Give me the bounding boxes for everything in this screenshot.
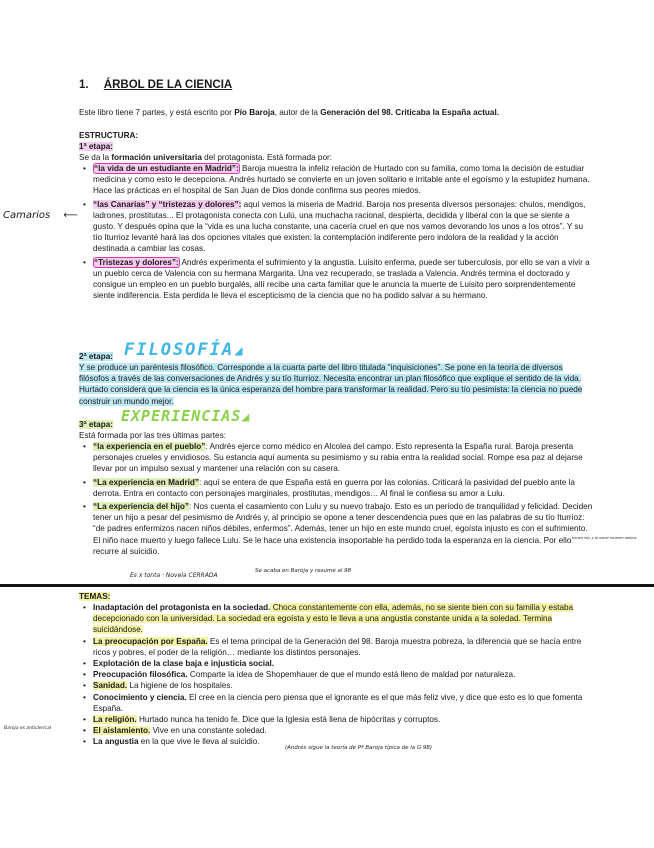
page-title <box>79 79 232 91</box>
item-text: Choca constantemente con ella, además, no se siente bien con su familia y estaba decepcionado con la universidad. La sociedad era egoísta y esto le lleva a una angustia constante unida a la soledad. Termina suicidándose. <box>93 603 574 635</box>
list-item <box>93 669 593 680</box>
list-item <box>93 602 593 636</box>
item-text: Vive en una constante soledad. <box>150 726 267 736</box>
item-title: La angustia <box>93 737 139 747</box>
etapa2-paragraph: Y se produce un paréntesis filosófico. Corresponde a la cuarta parte del libro titulada “inquisiciones”. Se pone en la teoría de diversos filósofos a través de las conversaciones de Andrés y su tío Iturrioz. Necesita encontrar un plan filosófico que explique el sentido de la vida. Hurtado considera que la ciencia es la única esperanza del hombre para transformar la realidad. Pero su tío pesimista: la ciencia no puede construir un mundo mejor. <box>79 363 583 406</box>
hand-note-98: Se acaba en Baroja y resume al 98 <box>255 568 352 574</box>
list-item <box>93 692 593 714</box>
item-title: “la experiencia en el pueblo” <box>93 442 206 451</box>
intro-author: Pío Baroja <box>234 108 275 117</box>
etapa1-intro-b: formación universitaria <box>111 153 202 162</box>
etapa1-list <box>79 163 591 301</box>
hand-note-cerrada: Es x tonta · Novela CERRADA <box>130 572 218 579</box>
item-text: en la que vive le lleva al suicidio. <box>138 737 260 747</box>
item-title: La religión. <box>93 715 137 725</box>
intro-text-2: , autor de la <box>274 108 321 117</box>
etapa1-heading <box>79 141 113 152</box>
section-divider <box>0 584 654 587</box>
item-title: “La experiencia en Madrid” <box>93 477 200 487</box>
filosofia-stamp <box>124 340 245 360</box>
item-text: La higiene de los hospitales. <box>127 681 233 691</box>
inline-note-teoria: (Andrés sigue la teoría de Pª Baroja típica de la G 98) <box>285 745 433 751</box>
etapa2-text <box>79 362 584 407</box>
etapa1-intro-c: del protagonista. Está formada por: <box>201 153 333 162</box>
experiencias-stamp-text: EXPERIENCIAS <box>121 407 242 425</box>
list-item <box>93 725 593 736</box>
item-title: Sanidad. <box>93 681 128 691</box>
etapa2-heading <box>79 351 113 362</box>
list-item <box>93 441 593 475</box>
list-item <box>93 636 593 658</box>
filosofia-stamp-text: FILOSOFÍA <box>124 340 235 360</box>
item-text: aquí vemos la miseria de Madrid. Baroja nos presenta diversos personajes: chulos, mendigos, ladrones, prostitutas... El protagonista conecta con Lulú, una muchacha racional, despierta, decidida y liberal con la que se siente a gusto. Y después opina que la “vida es una lucha constante, una cacería cruel en que nos vamos devorando los unos a los otros”. Y su tío Iturrioz levanté hará las dos opciones vitales que existen: la contemplación indiferente pero indolora de la realidad y la acción destinada a cambiar las cosas. <box>93 199 586 254</box>
item-title: “las Canarias” y “tristezas y dolores”: <box>93 199 242 209</box>
estructura-heading: ESTRUCTURA: <box>79 131 139 140</box>
item-title: Preocupación filosófica. <box>93 670 188 680</box>
arrow-left-icon: ⟵ <box>63 210 78 221</box>
intro-text-1: Este libro tiene 7 partes, y está escrito por <box>79 108 235 117</box>
item-title: Inadaptación del protagonista en la sociedad. <box>93 603 271 612</box>
arrow-down-icon: ◢ <box>234 343 245 359</box>
intro-bold: Generación del 98. Criticaba la España actual. <box>320 108 500 117</box>
list-item <box>93 477 593 499</box>
item-title: “la vida de un estudiante en Madrid”: <box>94 164 239 173</box>
list-item <box>93 199 591 255</box>
etapa3-heading <box>79 419 113 430</box>
list-item <box>93 163 591 197</box>
list-item <box>93 680 593 691</box>
item-title: “La experiencia del hijo” <box>93 502 190 512</box>
temas-heading-text: TEMAS: <box>79 592 111 601</box>
item-text: : aquí se entera de que España está en guerra por las colonias. Criticará la pasividad del pueblo ante la derrota. Entra en contacto con personajes marginales, prostitutas, mendigos… Al final le confiesa su amor a Lulu. <box>93 477 575 498</box>
list-item <box>93 714 593 725</box>
item-text: Andrés experimenta el sufrimiento y la angustia. Luisito enferma, puede ser tuberculosis, por ello se van a vivir a un pueblo cerca de Valencia con su hermana Margarita. Una vez recuperado, se traslada a Valencia. Andrés termina el doctorado y consigue un empleo en un pueblo burgalés, allí recibe una carta familiar que le anuncia la muerte de Luisito pero sorprendentemente siente indiferencia. Esta perdida le lleva el escepticismo de la ciencia que no ha podido salvar a su hermano. <box>93 257 590 301</box>
temas-heading <box>79 591 110 602</box>
etapa3-list <box>79 441 593 557</box>
item-text: Comparte la idea de Shopemhauer de que el mundo está lleno de maldad por naturaleza. <box>187 670 516 680</box>
list-item <box>93 257 591 302</box>
intro-paragraph <box>79 107 589 118</box>
hand-note-hijo: tienen hijo y al nacer mueren ambos <box>572 536 637 540</box>
item-title: La preocupación por España. <box>93 636 208 646</box>
item-title: El aislamiento. <box>93 726 151 736</box>
item-text: Es el tema principal de la Generación del 98. Baroja muestra pobreza, la diferencia que se hacía entre ricos y pobres, el poder de la religión… mediante los distintos personajes. <box>93 636 582 657</box>
etapa2-heading-text: 2ª etapa: <box>79 352 113 361</box>
etapa3-intro: Está formada por las tres últimas partes: <box>79 431 226 440</box>
item-text: : Andrés ejerce como médico en Alcolea del campo. Esto representa la España rural. Baroja presenta personajes crueles y envidiosos. Su estancia aquí aumenta su pesimismo y su rabia entra la realidad social. Rompe esa paz al dejarse llevar por un impulso sexual y mantener una relación con su casera. <box>93 442 583 474</box>
etapa1-heading-text: 1ª etapa: <box>79 142 113 151</box>
etapa1-intro-a: Se da la <box>79 153 112 162</box>
temas-list <box>79 602 593 748</box>
item-text: El cree en la ciencia pero piensa que el ignorante es el que más feliz vive, y dice que esto es lo que fomenta España. <box>93 692 583 713</box>
etapa3-heading-text: 3ª etapa: <box>79 420 113 429</box>
list-item <box>93 658 593 669</box>
margin-note-camarios <box>3 210 78 221</box>
experiencias-stamp <box>121 407 250 425</box>
etapa1-intro <box>79 152 332 163</box>
arrow-down-icon: ◢ <box>241 410 251 425</box>
item-text: : Nos cuenta el casamiento con Lulu y su nuevo trabajo. Esto es un periodo de tranquilidad y felicidad. Deciden tener un hijo a pesar del pesimismo de Andrés y, al principio se opone a tener descendencia pues que en las palabras de su tío Iturrioz: “de padres enfermizos nacen niños débiles, enfermos”. Además, tener un hijo en este mundo cruel, egoísta injusto es con el sufrimiento. El niño nace muerto y luego fallece Lulu. Se le hace una existencia insoportable ha perdido toda la esperanza en la ciencia. Por ello recurre al suicidio. <box>93 502 593 556</box>
item-text: Baroja muestra la infeliz relación de Hurtado con su familia, como toma la decisión de estudiar medicina y como esto le decepciona. Andrés hurtado se convierte en un joven solitario e irritable ante el egoísmo y la estupidez humana. Hace las prácticas en el hospital de San Juan de Dios donde confirma sus peores miedos. <box>93 164 590 196</box>
title-text: ÁRBOL DE LA CIENCIA <box>103 79 233 91</box>
list-item <box>93 501 593 557</box>
item-title: Conocimiento y ciencia. <box>93 692 187 702</box>
title-number: 1. <box>79 79 89 91</box>
item-title: “Tristezas y dolores”: <box>94 257 179 267</box>
item-title: Explotación de la clase baja e injusticia social. <box>93 659 275 669</box>
margin-note-anticlerical: Baroja es anticlerical <box>4 726 52 731</box>
item-text: Hurtado nunca ha tenido fe. Dice que la Iglesia está llena de hipócritas y corruptos. <box>136 715 441 725</box>
margin-note-text: Camarios <box>3 210 51 221</box>
